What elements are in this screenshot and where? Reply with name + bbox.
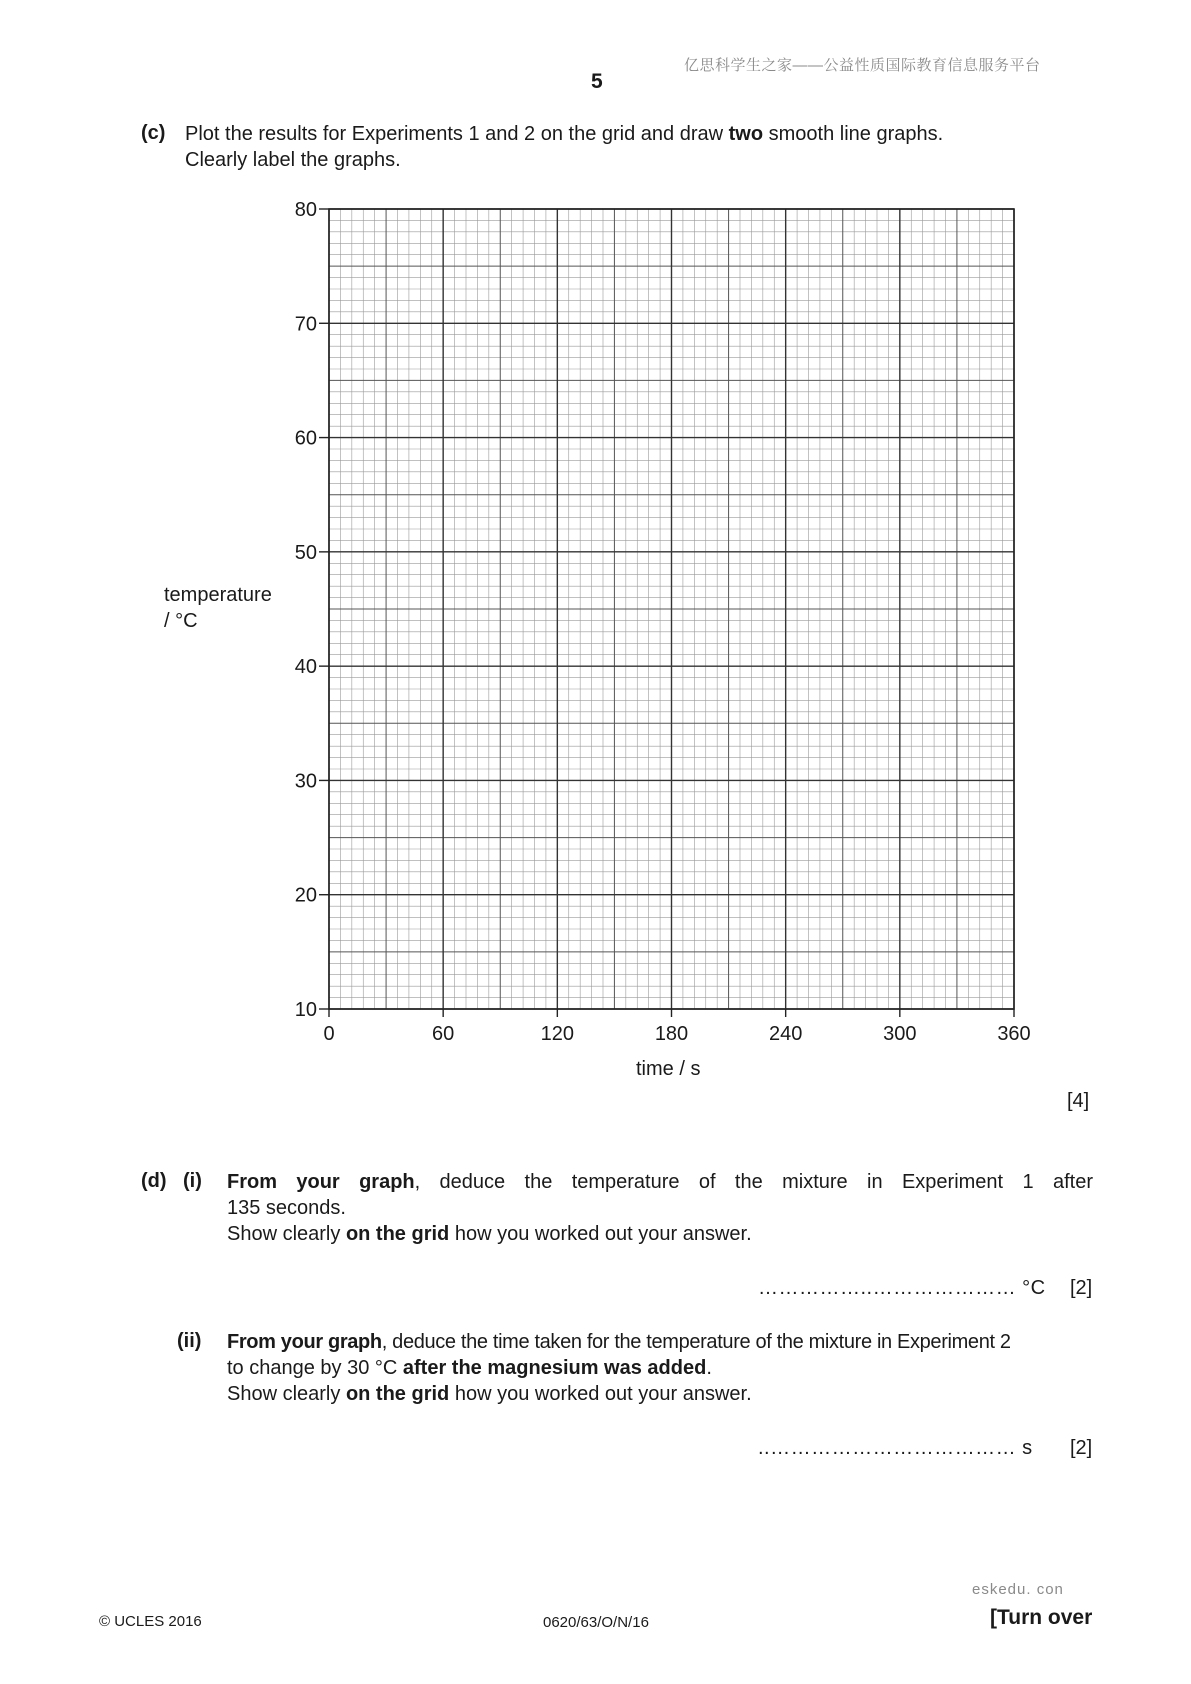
- question-c-line1-a: Plot the results for Experiments 1 and 2 on the grid and draw: [185, 123, 729, 145]
- question-d-ii-text3-b: how you worked out your answer.: [449, 1383, 752, 1405]
- x-tick-label: 240: [768, 1023, 803, 1045]
- question-d-i-label: (i): [183, 1170, 202, 1192]
- question-d-i-text2: 135 seconds.: [227, 1197, 346, 1219]
- y-tick-label: 70: [294, 313, 317, 336]
- y-tick-label: 80: [294, 199, 317, 221]
- y-tick-label: 20: [294, 884, 317, 907]
- x-tick-label: 0: [323, 1023, 335, 1045]
- y-axis-label-line1: temperature: [164, 584, 272, 606]
- question-c-line1-b: smooth line graphs.: [763, 123, 944, 145]
- question-d-ii-label: (ii): [177, 1330, 202, 1352]
- question-d-i-marks: [2]: [1070, 1277, 1093, 1299]
- question-d-ii-marks: [2]: [1070, 1437, 1093, 1459]
- y-tick-label: 60: [294, 427, 317, 450]
- question-d-ii-text: [227, 1329, 1093, 1407]
- question-d-ii-line2: [227, 1355, 1093, 1381]
- x-axis-label: time / s: [636, 1058, 701, 1080]
- question-c-marks: [4]: [1067, 1090, 1090, 1112]
- y-tick-label: 30: [294, 770, 317, 793]
- x-tick-label: 360: [997, 1023, 1031, 1045]
- question-d-i-text3-b: how you worked out your answer.: [449, 1223, 752, 1245]
- question-d-ii-text2-bold: after the magnesium was added: [402, 1357, 707, 1379]
- question-d-i-text: [227, 1169, 1093, 1247]
- question-d-ii-text1: , deduce the time taken for the temperature of the mixture in Experiment 2: [381, 1331, 1011, 1353]
- y-tick-label: 50: [294, 541, 317, 564]
- question-d-ii-line3: [227, 1381, 1093, 1407]
- y-axis-label: [164, 582, 272, 634]
- question-d-ii-text2-b: .: [706, 1357, 712, 1379]
- axis-tick-labels: [295, 199, 1031, 1045]
- question-c-line1-bold: two: [728, 123, 764, 145]
- y-tick-label: 40: [294, 656, 317, 679]
- watermark-text: 亿思科学生之家——公益性质国际教育信息服务平台: [684, 57, 1041, 74]
- footer-copyright: © UCLES 2016: [99, 1613, 202, 1630]
- question-d-i-line3: [227, 1221, 1093, 1247]
- x-tick-label: 180: [654, 1023, 689, 1045]
- question-d-i-text3-a: Show clearly: [227, 1223, 346, 1245]
- question-d-i-line1: [227, 1169, 1093, 1195]
- page-number: 5: [591, 70, 603, 93]
- question-c-line2: Clearly label the graphs.: [185, 149, 401, 171]
- y-tick-label: 10: [294, 999, 317, 1021]
- answer-line-d-ii[interactable]: ..……………………………… s: [758, 1437, 1033, 1459]
- axis-ticks: [319, 209, 1014, 1017]
- x-tick-label: 120: [540, 1023, 575, 1045]
- question-d-ii-text2-a: to change by 30 °C: [227, 1357, 403, 1379]
- eskedu-watermark: eskedu. con: [972, 1581, 1064, 1598]
- question-d-ii-text3-bold: on the grid: [345, 1383, 450, 1405]
- question-d-i-bold: From your graph: [227, 1171, 415, 1193]
- question-d-i-text3-bold: on the grid: [345, 1223, 450, 1245]
- question-d-ii-line1: [227, 1329, 1093, 1355]
- footer-code: 0620/63/O/N/16: [543, 1614, 649, 1631]
- turn-over: [Turn over: [990, 1606, 1093, 1629]
- answer-line-d-i[interactable]: ……………..………………… °C: [758, 1277, 1046, 1299]
- question-d-ii-text3-a: Show clearly: [227, 1383, 346, 1405]
- question-c-label: (c): [141, 122, 166, 144]
- x-tick-label: 300: [883, 1023, 917, 1045]
- question-d-i-text1: , deduce the temperature of the mixture in Experiment 1 after: [414, 1171, 1093, 1193]
- question-d-label: (d): [141, 1170, 167, 1192]
- x-tick-label: 60: [432, 1023, 455, 1045]
- question-d-ii-bold: From your graph: [227, 1331, 382, 1353]
- y-axis-label-line2: / °C: [164, 610, 198, 632]
